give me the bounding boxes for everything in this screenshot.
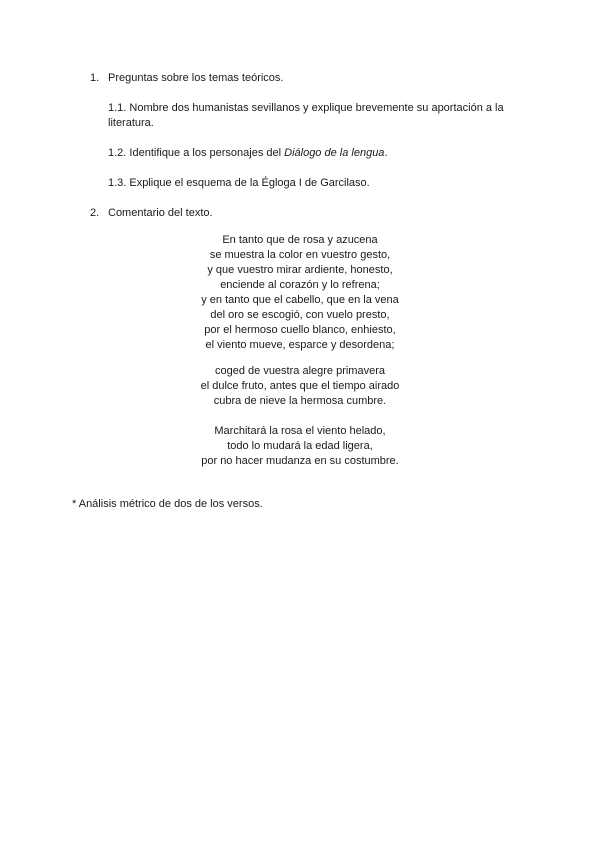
poem-verse: cubra de nieve la hermosa cumbre. <box>213 395 387 407</box>
poem-verse: por el hermoso cuello blanco, enhiesto, <box>204 324 396 336</box>
poem-stanza-1 <box>150 233 450 353</box>
subquestion-line: literatura. <box>108 117 154 129</box>
poem-verse: En tanto que de rosa y azucena <box>222 234 378 246</box>
poem-verse: el dulce fruto, antes que el tiempo airado <box>200 380 400 392</box>
poem-verse: y en tanto que el cabello, que en la vena <box>201 294 399 306</box>
poem-verse: el viento mueve, esparce y desordena; <box>205 339 395 351</box>
subquestion-line <box>108 146 528 161</box>
poem-verse: todo lo mudará la edad ligera, <box>227 440 373 452</box>
poem-verse: se muestra la color en vuestro gesto, <box>209 249 391 261</box>
poem-verse: del oro se escogió, con vuelo presto, <box>210 309 390 321</box>
poem-verse: enciende al corazón y lo refrena; <box>220 279 380 291</box>
footnote: * Análisis métrico de dos de los versos. <box>72 498 263 510</box>
subquestion-1-1 <box>108 101 528 131</box>
subquestion-suffix: . <box>384 147 388 159</box>
subquestion-prefix: 1.2. Identifique a los personajes del <box>108 147 285 159</box>
book-title: Diálogo de la lengua <box>284 147 385 159</box>
item-title: Preguntas sobre los temas teóricos. <box>108 72 284 84</box>
item-number: 1. <box>90 72 100 84</box>
poem-stanza-3 <box>150 424 450 469</box>
subquestion-1-2 <box>108 146 528 161</box>
poem-verse: Marchitará la rosa el viento helado, <box>214 425 386 437</box>
poem-verse: coged de vuestra alegre primavera <box>215 365 385 377</box>
subquestion-line: 1.3. Explique el esquema de la Égloga I de Garcilaso. <box>108 177 370 189</box>
subquestion-line: 1.1. Nombre dos humanistas sevillanos y explique brevemente su aportación a la <box>108 102 504 114</box>
poem-verse: por no hacer mudanza en su costumbre. <box>201 455 399 467</box>
poem-verse: y que vuestro mirar ardiente, honesto, <box>207 264 393 276</box>
item-number: 2. <box>90 207 100 219</box>
poem-stanza-2 <box>150 364 450 409</box>
subquestion-1-3 <box>108 176 528 191</box>
item-title: Comentario del texto. <box>108 207 213 219</box>
